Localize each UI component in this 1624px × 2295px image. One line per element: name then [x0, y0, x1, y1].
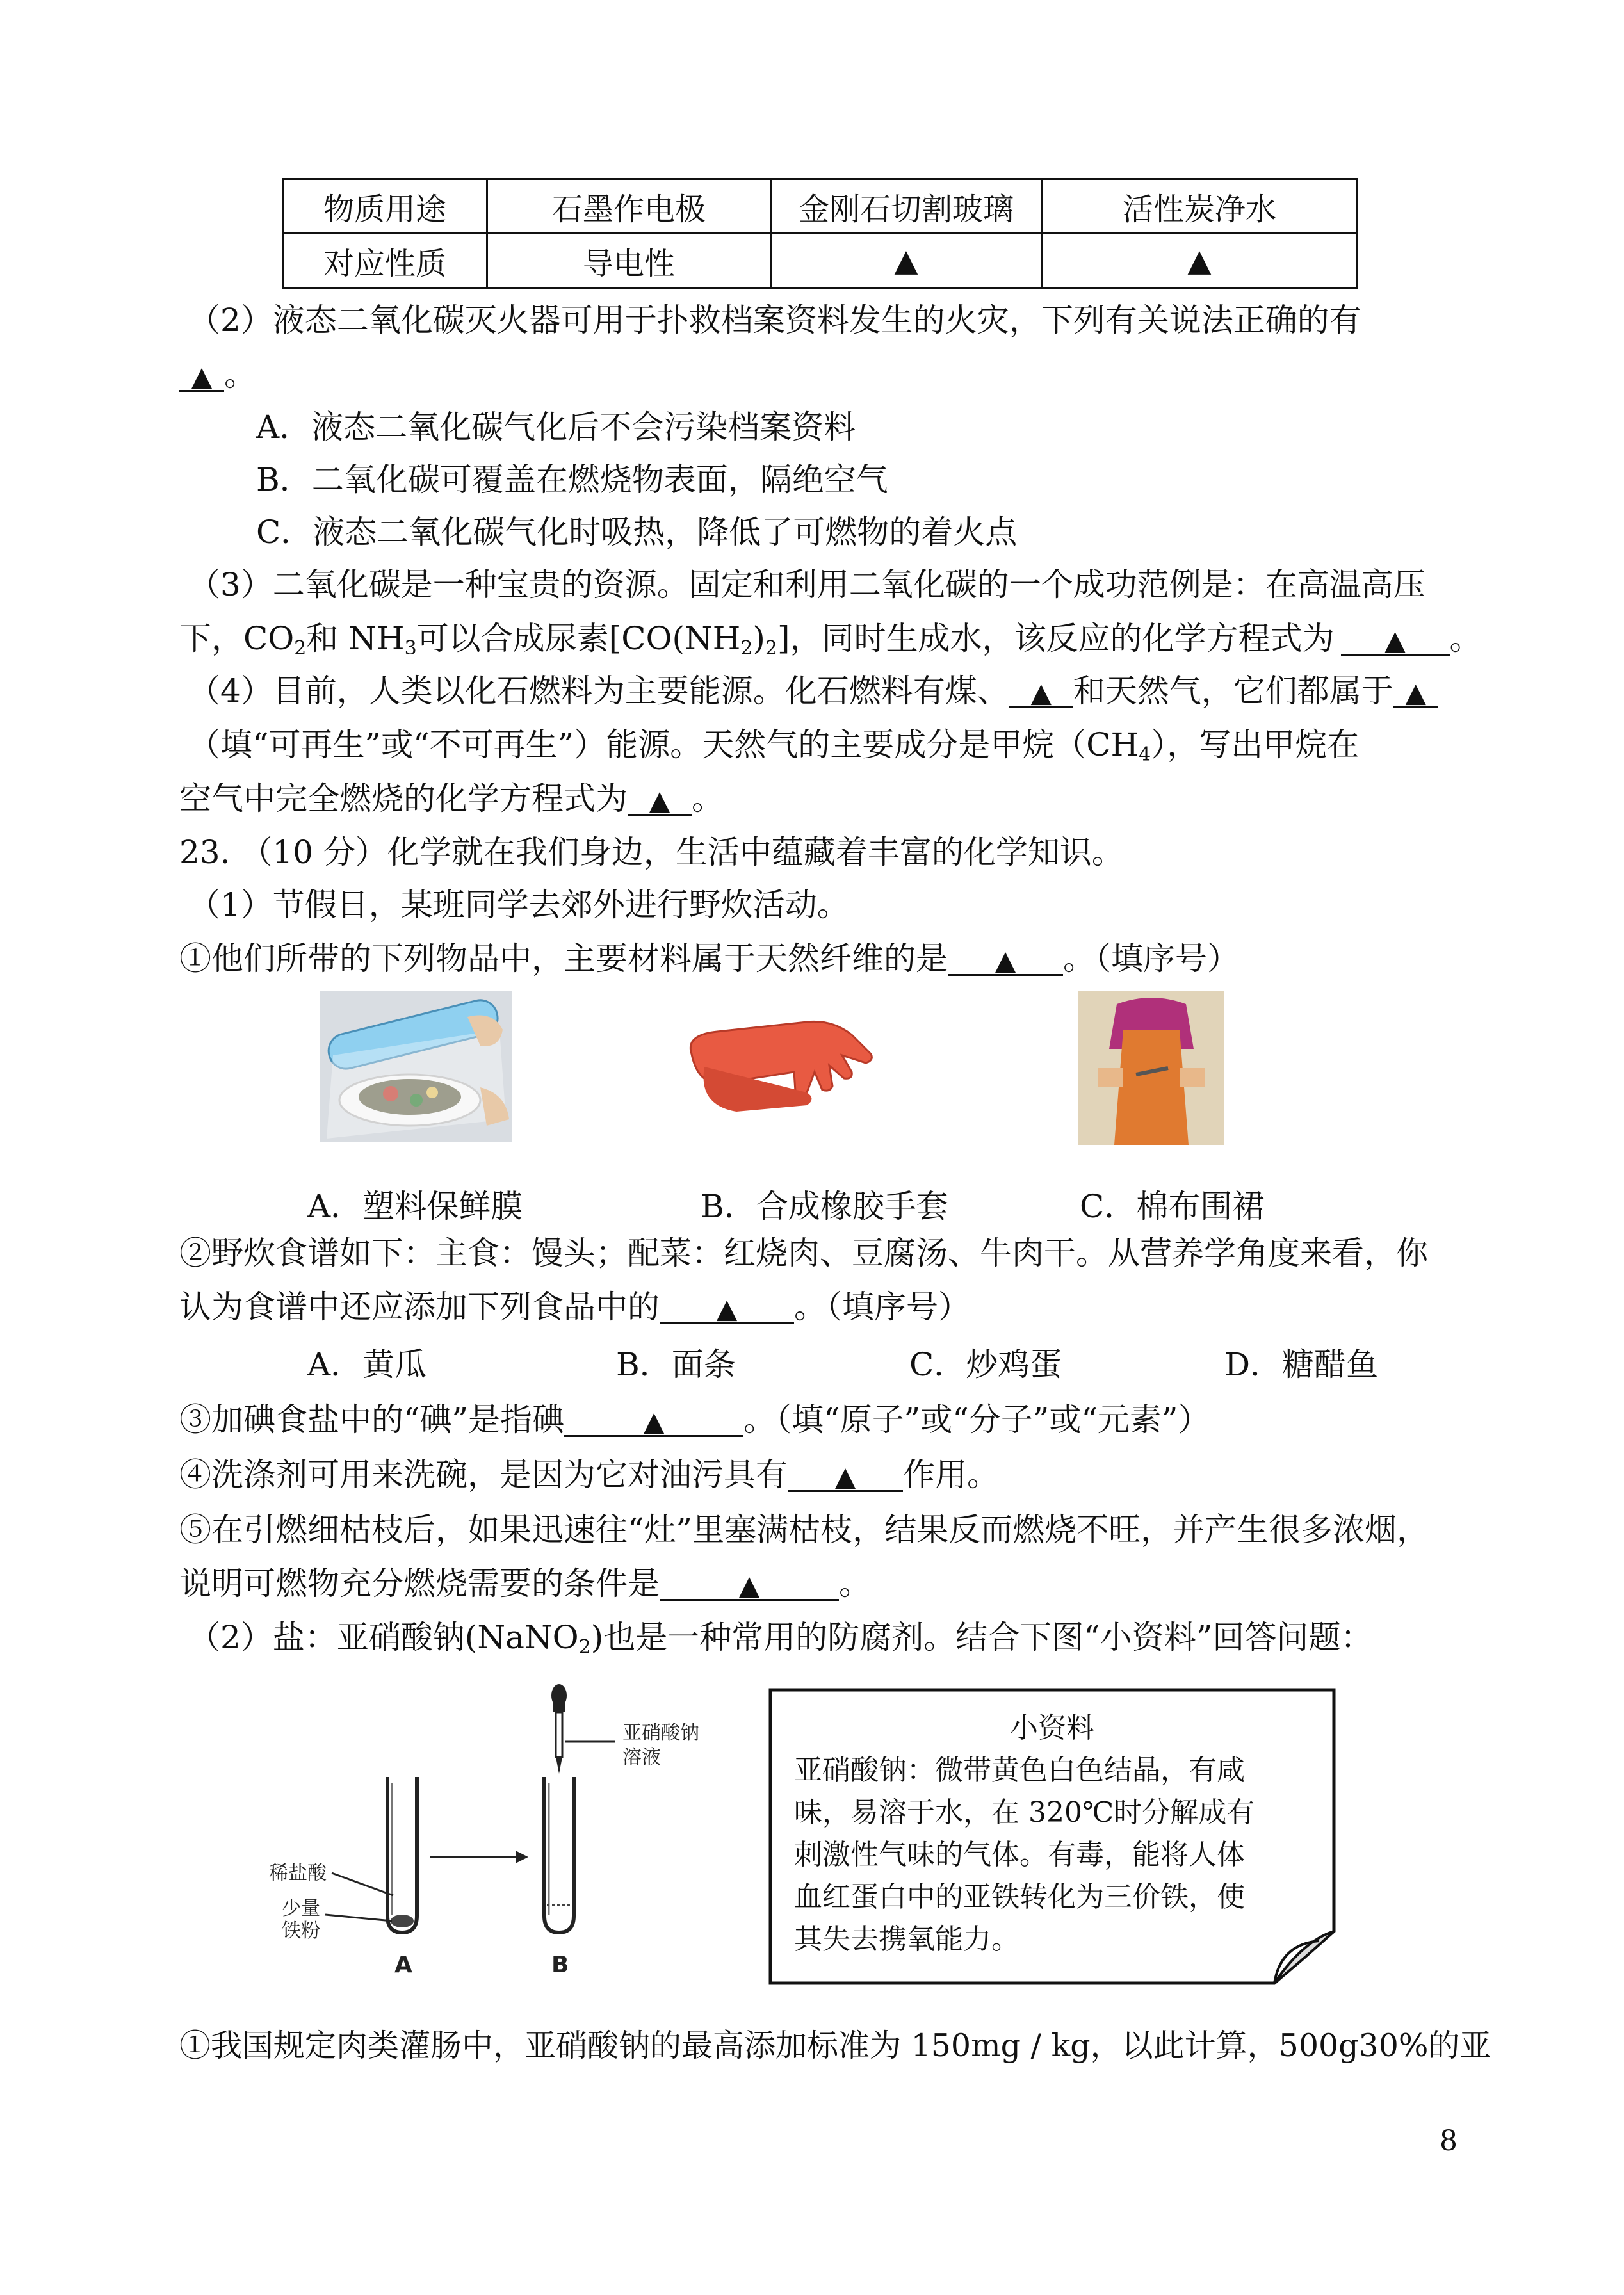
- q23-sub2-item1: ①我国规定肉类灌肠中，亚硝酸钠的最高添加标准为 150mg / kg，以此计算，500g30%的亚: [179, 2027, 1491, 2064]
- q23-item2-option-c: C．炒鸡蛋: [909, 1346, 1062, 1383]
- tube-b-label: B: [551, 1952, 569, 1978]
- q2-stem-tail: 。: [224, 356, 256, 393]
- q23-item4: ④洗涤剂可用来洗碗，是因为它对油污具有 ▲ 作用。: [179, 1456, 999, 1493]
- info-line: 亚硝酸钠：微带黄色白色结晶，有咸: [794, 1754, 1245, 1787]
- answer-blank[interactable]: ▲: [788, 1463, 903, 1492]
- q2-stem: [188, 302, 1361, 339]
- table-row: [283, 179, 1358, 234]
- table-cell: 对应性质: [283, 234, 487, 288]
- picture-caption-b: B．合成橡胶手套: [701, 1188, 948, 1225]
- table-cell: 物质用途: [283, 179, 487, 234]
- test-tube-a: [387, 1777, 417, 1933]
- q23-item2-option-a: A．黄瓜: [307, 1346, 427, 1383]
- answer-blank[interactable]: ▲: [660, 1295, 794, 1324]
- q23-item3: ③加碘食盐中的“碘”是指碘 ▲ 。（填“原子”或“分子”或“元素”）: [179, 1401, 1210, 1438]
- q2-stem-text: （2）液态二氧化碳灭火器可用于扑救档案资料发生的火灾，下列有关说法正确的有: [188, 302, 1361, 339]
- cling-film-image: [320, 991, 512, 1142]
- q23-item2-line1: ②野炊食谱如下：主食：馒头；配菜：红烧肉、豆腐汤、牛肉干。从营养学角度来看，你: [179, 1235, 1428, 1272]
- info-line: 血红蛋白中的亚铁转化为三价铁，使: [794, 1881, 1245, 1913]
- info-box: [768, 1688, 1336, 1985]
- iron-label-1: 少量: [282, 1897, 320, 1920]
- table-cell: 金刚石切割玻璃: [771, 179, 1042, 234]
- answer-blank[interactable]: ▲: [179, 363, 224, 392]
- acid-label: 稀盐酸: [269, 1862, 327, 1885]
- test-tube-b: [544, 1777, 574, 1933]
- q3-line2: 下，$CO_2$和 $NH_3$可以合成尿素$[CO(NH_2)_2]$，同时生成水，该反应的化学方程式为 ▲ 。: [179, 620, 1482, 660]
- info-line: 味，易溶于水，在 320℃时分解成有: [794, 1796, 1255, 1829]
- dropper-label-1: 亚硝酸钠: [622, 1722, 699, 1744]
- picture-caption-a: A．塑料保鲜膜: [307, 1188, 523, 1225]
- answer-blank[interactable]: ▲: [660, 1572, 839, 1601]
- q2-option-c: C．液态二氧化碳气化时吸热，降低了可燃物的着火点: [256, 514, 1018, 551]
- transfer-arrow: [430, 1851, 528, 1863]
- cotton-apron-image: [1078, 991, 1224, 1145]
- picture-caption-c: C．棉布围裙: [1080, 1188, 1265, 1225]
- q23-item1: ①他们所带的下列物品中，主要材料属于天然纤维的是 ▲ 。（填序号）: [179, 940, 1239, 977]
- answer-blank[interactable]: ▲: [771, 234, 1042, 288]
- q23-item2-option-b: B．面条: [616, 1346, 736, 1383]
- answer-blank[interactable]: ▲: [1393, 679, 1438, 708]
- q23-sub1: （1）节假日，某班同学去郊外进行野炊活动。: [188, 886, 849, 923]
- q2-option-b: B．二氧化碳可覆盖在燃烧物表面，隔绝空气: [256, 461, 888, 498]
- q23-sub2: （2）盐：亚硝酸钠(NaNO$_2$)也是一种常用的防腐剂。结合下图“小资料”回答问题：: [188, 1619, 1373, 1658]
- q23-item5-line2: 说明可燃物充分燃烧需要的条件是 ▲ 。: [179, 1565, 871, 1602]
- q23-item5-line1: ⑤在引燃细枯枝后，如果迅速往“灶”里塞满枯枝，结果反而燃烧不旺，并产生很多浓烟，: [179, 1511, 1429, 1548]
- answer-blank[interactable]: ▲: [628, 787, 692, 816]
- answer-blank[interactable]: ▲: [1009, 679, 1073, 708]
- dropper: [551, 1684, 615, 1774]
- info-line: 其失去携氧能力。: [794, 1923, 1019, 1956]
- q4-line3: 空气中完全燃烧的化学方程式为 ▲ 。: [179, 780, 724, 817]
- dropper-label-2: 溶液: [622, 1746, 661, 1769]
- table-cell: 石墨作电极: [487, 179, 771, 234]
- property-table: [282, 178, 1358, 289]
- answer-blank[interactable]: ▲: [948, 947, 1063, 976]
- q23-title: 23. （10 分）化学就在我们身边，生活中蕴藏着丰富的化学知识。: [179, 834, 1124, 871]
- page-number: 8: [1440, 2125, 1458, 2157]
- iron-label-2: 铁粉: [282, 1920, 320, 1942]
- q4-line1: （4）目前，人类以化石燃料为主要能源。化石燃料有煤、 ▲ 和天然气，它们都属于 ▲: [188, 675, 1438, 708]
- answer-blank[interactable]: ▲: [1042, 234, 1358, 288]
- q4-line2: （填“可再生”或“不可再生”）能源。天然气的主要成分是甲烷$(CH_4)$，写出甲烷在: [188, 726, 1360, 766]
- q23-item2-option-d: D．糖醋鱼: [1224, 1346, 1379, 1383]
- q3-line1: （3）二氧化碳是一种宝贵的资源。固定和利用二氧化碳的一个成功范例是：在高温高压: [188, 566, 1425, 603]
- answer-blank[interactable]: ▲: [564, 1408, 743, 1437]
- info-box-title: 小资料: [1010, 1712, 1094, 1744]
- table-row: [283, 234, 1358, 288]
- table-cell: 活性炭净水: [1042, 179, 1358, 234]
- info-line: 刺激性气味的气体。有毒，能将人体: [794, 1838, 1245, 1871]
- q2-option-a: A．液态二氧化碳气化后不会污染档案资料: [256, 409, 856, 446]
- experiment-diagram: [256, 1678, 768, 1979]
- info-box-text: [794, 1749, 1255, 1961]
- answer-blank[interactable]: ▲: [1341, 627, 1450, 656]
- table-cell: 导电性: [487, 234, 771, 288]
- rubber-glove-image: [679, 996, 877, 1137]
- q2-stem-end: [179, 356, 256, 393]
- tube-a-label: A: [394, 1952, 412, 1978]
- q23-item2-line2: 认为食谱中还应添加下列食品中的 ▲ 。（填序号）: [179, 1288, 970, 1326]
